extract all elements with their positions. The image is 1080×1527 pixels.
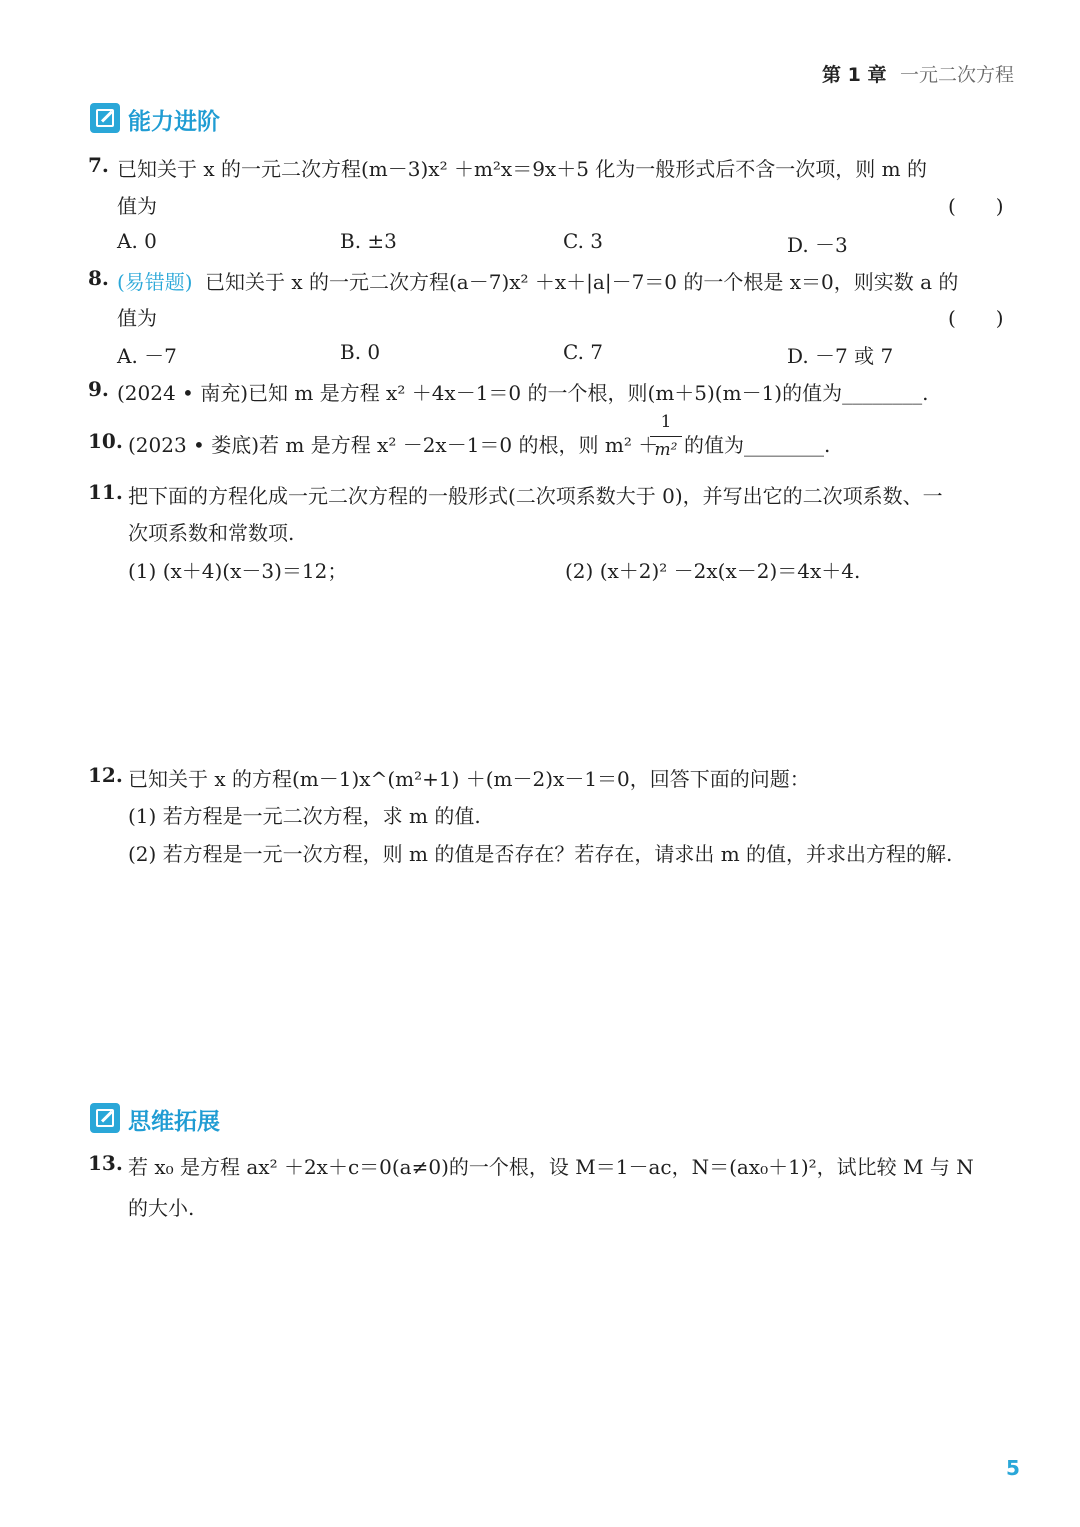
question-11-line1: 把下面的方程化成一元二次方程的一般形式(二次项系数大于 0)，并写出它的二次项系数、一	[128, 484, 943, 508]
question-number-13: 13.	[88, 1151, 123, 1175]
question-number-11: 11.	[88, 480, 123, 504]
question-7-line1: 已知关于 x 的一元二次方程(m－3)x² ＋m²x＝9x＋5 化为一般形式后不含一次项，则 m 的	[117, 157, 927, 181]
question-9-text: (2024 • 南充)已知 m 是方程 x² ＋4x－1＝0 的一个根，则(m＋5)(m－1)的值为________.	[117, 381, 929, 405]
question-13-line2: 的大小.	[128, 1196, 195, 1220]
question-number-7: 7.	[88, 153, 109, 177]
fraction-numerator: 1	[660, 412, 672, 432]
option-b: B. 0	[340, 340, 381, 364]
question-12-line1: 已知关于 x 的方程(m－1)x^(m²+1) ＋(m－2)x－1＝0，回答下面的问题：	[128, 767, 810, 791]
tag-easy-mistake: (易错题)	[117, 270, 193, 294]
option-c: C. 3	[563, 229, 604, 253]
option-d: D. －3	[787, 233, 848, 257]
question-10-text-before: (2023 • 娄底)若 m 是方程 x² －2x－1＝0 的根，则 m² ＋	[128, 433, 659, 457]
option-b: B. ±3	[340, 229, 397, 253]
question-12-sub1: (1) 若方程是一元二次方程，求 m 的值.	[128, 804, 481, 828]
option-a: A. －7	[117, 344, 177, 368]
question-number-10: 10.	[88, 429, 123, 453]
section-title-thinking: 思维拓展	[128, 1109, 220, 1135]
fraction-bar	[650, 436, 682, 437]
question-11-sub1: (1) (x＋4)(x－3)＝12；	[128, 559, 348, 583]
fraction-denominator: m²	[654, 440, 678, 460]
thinking-icon	[90, 1103, 120, 1133]
question-12-sub2: (2) 若方程是一元一次方程，则 m 的值是否存在？若存在，请求出 m 的值，并求出方程的解.	[128, 842, 953, 866]
chapter-label: 第 1 章	[822, 64, 887, 86]
option-a: A. 0	[117, 229, 157, 253]
page-number: 5	[1006, 1456, 1020, 1480]
question-8-line2: 值为	[117, 306, 157, 330]
question-10-text-after: 的值为________.	[684, 433, 831, 457]
question-7-line2: 值为	[117, 194, 157, 218]
question-8-line1: 已知关于 x 的一元二次方程(a－7)x² ＋x＋|a|－7＝0 的一个根是 x＝0，则实数 a 的	[205, 270, 959, 294]
question-number-8: 8.	[88, 266, 109, 290]
pencil-icon	[90, 103, 120, 133]
answer-paren-7: ( )	[948, 194, 1004, 218]
option-c: C. 7	[563, 340, 604, 364]
section-title-ability: 能力进阶	[128, 109, 220, 135]
chapter-title: 一元二次方程	[900, 64, 1015, 86]
option-d: D. －7 或 7	[787, 344, 894, 368]
question-11-line2: 次项系数和常数项.	[128, 521, 295, 545]
question-13-line1: 若 x₀ 是方程 ax² ＋2x＋c＝0(a≠0)的一个根，设 M＝1－ac，N＝(ax₀＋1)²，试比较 M 与 N	[128, 1155, 974, 1179]
question-number-12: 12.	[88, 763, 123, 787]
answer-paren-8: ( )	[948, 306, 1004, 330]
question-11-sub2: (2) (x＋2)² －2x(x－2)＝4x＋4.	[565, 559, 861, 583]
fraction	[650, 412, 682, 464]
question-number-9: 9.	[88, 377, 109, 401]
